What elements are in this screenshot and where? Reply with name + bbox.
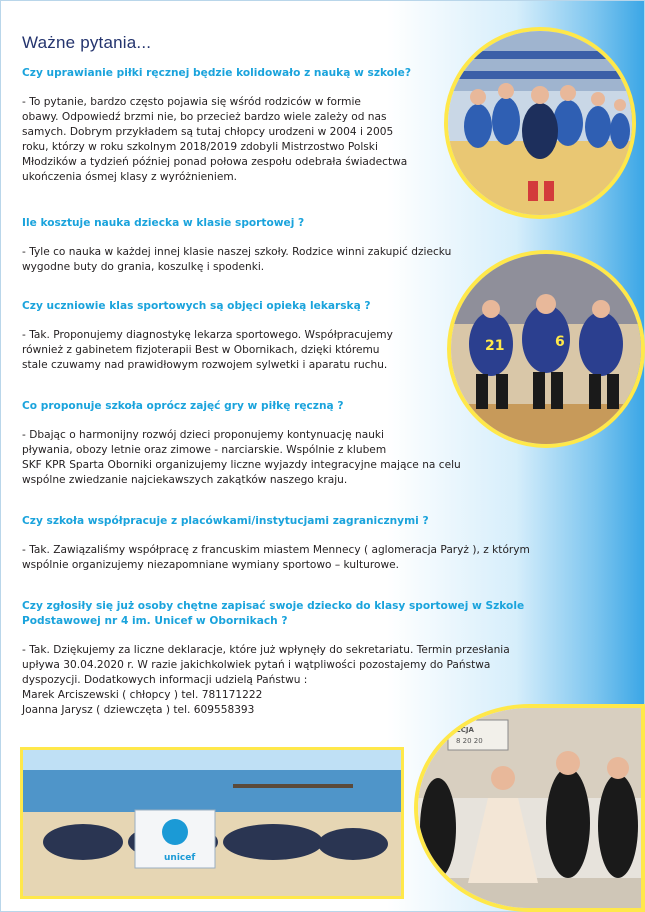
qa-block-1 [22,66,411,185]
beach-group-photo [20,747,404,899]
team-huddle-photo [447,250,645,448]
answer-3: - Tak. Proponujemy diagnostykę lekarza sportowego. Współpracujemy również z gabinetem fizjoterapii Best w Obornikach, dzięki któremu stale czuwamy nad prawidłowym rozwojem sylwetki i aparatu ruchu. [22,329,393,371]
team-bench-photo [444,27,636,219]
qa-block-6 [22,599,524,718]
page-heading: Ważne pytania... [22,33,152,52]
qa-block-4 [22,399,461,488]
question-2: Ile kosztuje nauka dziecka w klasie sportowej ? [22,217,305,229]
unicef-logo-icon [162,819,188,845]
prom-dance-photo [414,704,645,912]
sign-subtext: 8 20 20 [456,737,483,745]
beach-group-illustration [23,750,401,896]
sign-text: ECJA [456,726,474,734]
team-bench-illustration [448,31,632,215]
answer-5: - Tak. Zawiązaliśmy współpracę z francuskim miastem Mennecy ( aglomeracja Paryż ), z którym wspólnie organizujemy niezapomniane wymiany sportowo – kulturowe. [22,544,530,571]
qa-block-2 [22,216,451,275]
answer-4: - Dbając o harmonijny rozwój dzieci proponujemy kontynuację nauki pływania, obozy letnie oraz zimowe - narciarskie. Wspólnie z klubem SKF KPR Sparta Oborniki organizujemy liczne wyjazdy integracyjne mające na celu wspólne zwiedzanie najciekawszych zakątków naszego kraju. [22,429,461,486]
question-4: Co proponuje szkoła oprócz zajęć gry w piłkę ręczną ? [22,400,344,412]
qa-block-3 [22,299,393,373]
question-5: Czy szkoła współpracuje z placówkami/instytucjami zagranicznymi ? [22,515,429,527]
prom-dance-illustration [418,708,645,912]
jersey-number-left: 21 [485,338,505,354]
question-3: Czy uczniowie klas sportowych są objęci opieką lekarską ? [22,300,371,312]
question-1: Czy uprawianie piłki ręcznej będzie kolidowało z nauką w szkole? [22,67,411,79]
answer-1: - To pytanie, bardzo często pojawia się wśród rodziców w formie obawy. Odpowiedź brzmi nie, bo przecież bardzo wiele zależy od nas samych. Dobrym przykładem są tutaj chłopcy urodzeni w 2004 i 2005 roku, którzy w roku szkolnym 2018/2019 zdobyli Mistrzostwo Polski Młodzików a tydzień później ponad połowa zespołu odebrała świadectwa ukończenia ósmej klasy z wyróżnieniem. [22,96,408,183]
answer-2: - Tyle co nauka w każdej innej klasie naszej szkoły. Rodzice winni zakupić dziecku wygodne buty do grania, koszulkę i spodenki. [22,246,452,273]
answer-6: - Tak. Dziękujemy za liczne deklaracje, które już wpłynęły do sekretariatu. Termin przesłania upływa 30.04.2020 r. W razie jakichkolwiek pytań i wątpliwości pozostajemy do Państwa dyspozycji. Dodatkowych informacji udzielą Państwu : Marek Arciszewski ( chłopcy ) tel. 781171222 Joanna Jarysz ( dziewczęta ) tel. 609558393 [22,644,510,716]
team-huddle-illustration [451,254,641,444]
unicef-flag-text: unicef [164,853,196,863]
jersey-number-right: 6 [555,334,565,350]
question-6: Czy zgłosiły się już osoby chętne zapisać swoje dziecko do klasy sportowej w Szkole Podstawowej nr 4 im. Unicef w Obornikach ? [22,600,525,627]
qa-block-5 [22,514,530,573]
